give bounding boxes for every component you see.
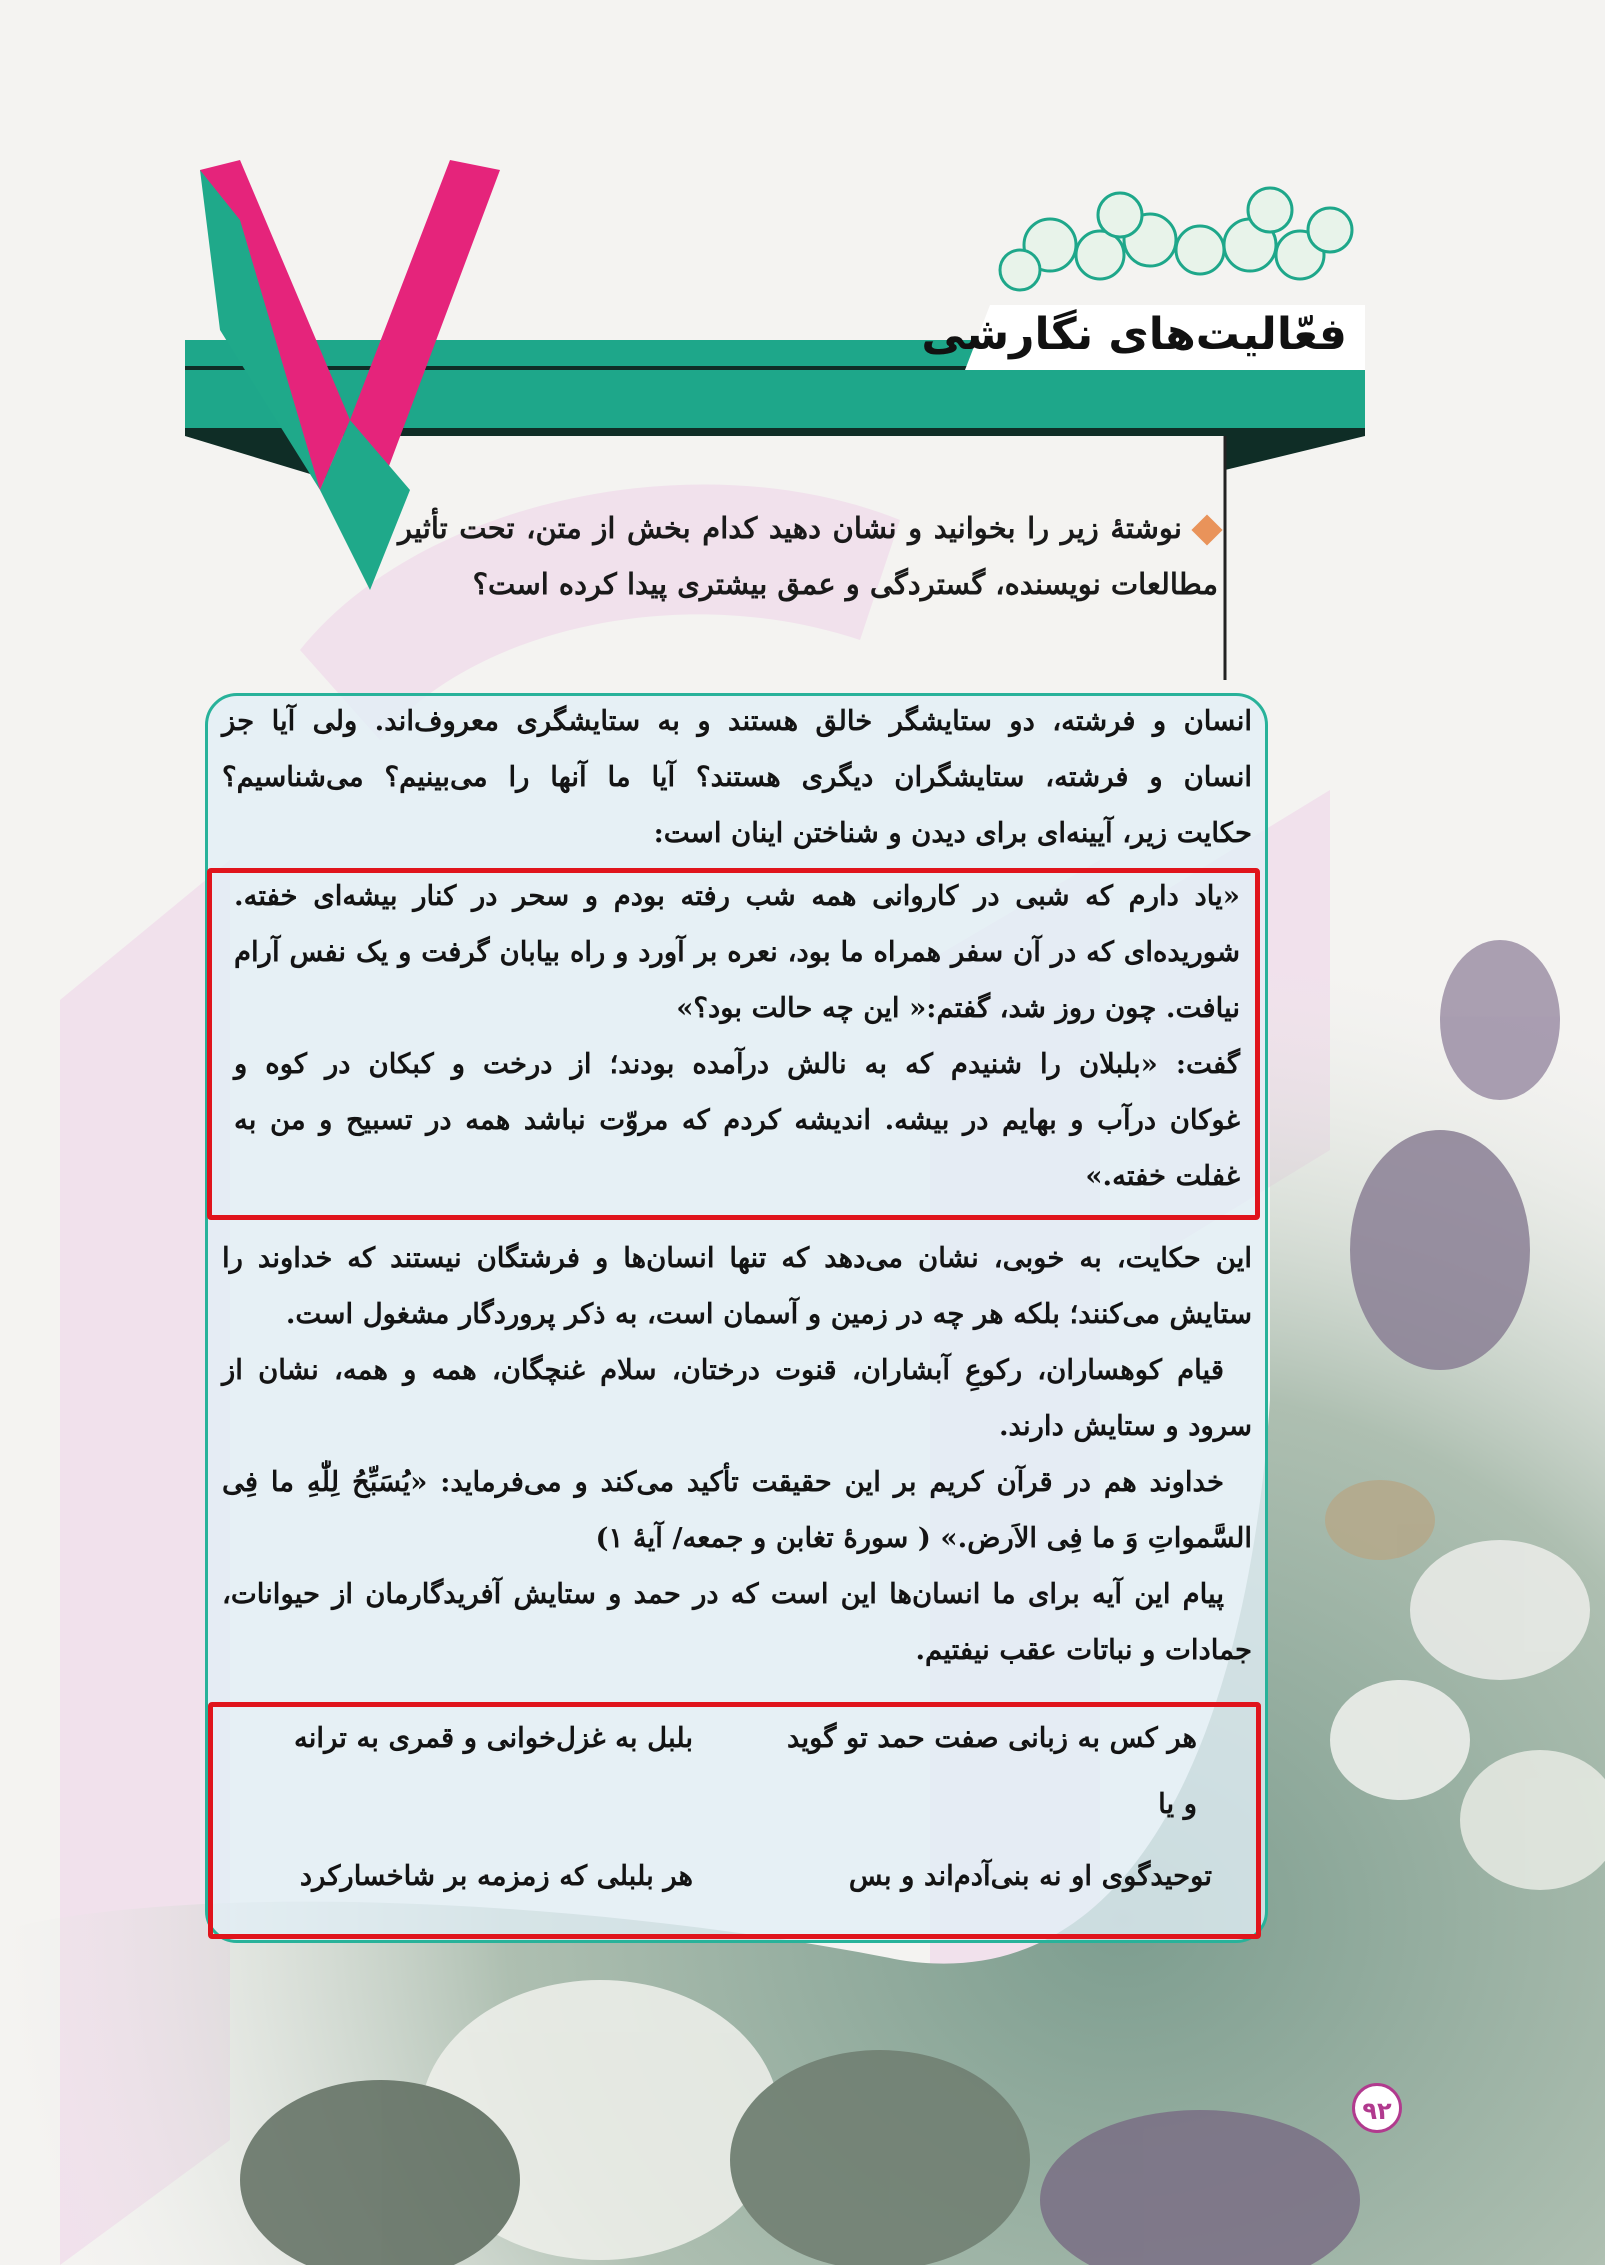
story-line: گفت: «بلبلان را شنیدم که به نالش درآمده بودند؛ از درخت و کبکان در کوه و (234, 1048, 1240, 1080)
poem-hemistich: هر کس به زبانی صفت حمد تو گوید (787, 1722, 1197, 1754)
story-line: نیافت. چون روز شد، گفتم:« این چه حالت بود؟» (676, 992, 1240, 1024)
story-line: غوکان درآب و بهایم در بیشه. اندیشه کردم که مروّت نباشد همه در تسبیح و من به (234, 1104, 1240, 1136)
intro-line: حکایت زیر، آیینه‌ای برای دیدن و شناختن اینان است: (653, 817, 1252, 849)
reflection-text: خداوند هم در قرآن کریم بر این حقیقت تأکید می‌کند و می‌فرماید: «یُسَبِّحُ لِلّٰهِ ما فِی السَّمواتِ وَ ما فِی الاَرض.» ( سورهٔ تغابن و جمعه/ آیهٔ ۱) (222, 1466, 1252, 1554)
intro-line: انسان و فرشته، دو ستایشگر خالق هستند و به ستایشگری معروف‌اند. ولی آیا جز (222, 705, 1253, 737)
instruction-label: نوشتهٔ زیر را بخوانید و نشان دهید کدام بخش از متن، تحت تأثیر مطالعات نویسنده، گستردگی و عمق بیشتری پیدا کرده است؟ (398, 511, 1218, 601)
reflection-text: پیام این آیه برای ما انسان‌ها این است که در حمد و ستایش آفریدگارمان از حیوانات، جمادات و نباتات عقب نیفتیم. (222, 1578, 1252, 1666)
reflection-paragraphs (222, 1230, 1252, 1678)
page-number: ۹۲ (1352, 2083, 1402, 2133)
bullet-diamond-icon (1191, 514, 1222, 545)
section-title: فعّالیت‌های نگارشی (921, 309, 1347, 360)
story-paragraph (222, 868, 1252, 1204)
instruction-text (398, 500, 1218, 612)
poem-hemistich: هر بلبلی که زمزمه بر شاخسارکرد (299, 1860, 693, 1892)
story-line: شوریده‌ای که در آن سفر همراه ما بود، نعره بر آورد و راه بیابان گرفت و یک نفس آرام (234, 936, 1240, 968)
poem-hemistich: و یا (1158, 1788, 1197, 1820)
story-line: «یاد دارم که شبی در کاروانی همه شب رفته بودم و سحر در کنار بیشه‌ای خفته. (234, 880, 1240, 912)
story-line: غفلت خفته.» (1085, 1160, 1240, 1192)
poem-hemistich: بلبل به غزل‌خوانی و قمری به ترانه (294, 1722, 693, 1754)
reflection-text: قیام کوهساران، رکوعِ آبشاران، قنوت درختان، سلام غنچگان، همه و همه، نشان از سرود و ستایش دارند. (222, 1354, 1252, 1442)
intro-paragraph (222, 693, 1252, 861)
poem-hemistich: توحیدگوی او نه بنی‌آدم‌اند و بس (848, 1860, 1212, 1892)
reflection-text: این حکایت، به خوبی، نشان می‌دهد که تنها انسان‌ها و فرشتگان نیستند که خداوند را ستایش می‌کنند؛ بلکه هر چه در زمین و آسمان است، به ذکر پروردگار مشغول است. (222, 1242, 1252, 1330)
intro-line: انسان و فرشته، ستایشگران دیگری هستند؟ آیا ما آنها را می‌بینیم؟ می‌شناسیم؟ (222, 761, 1252, 793)
